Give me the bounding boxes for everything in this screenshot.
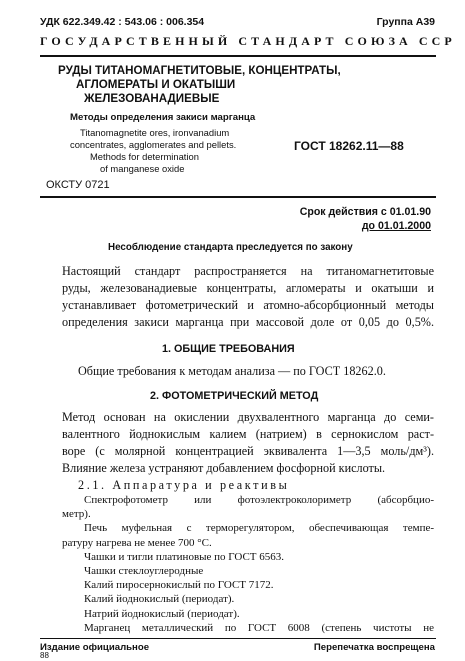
official-edition-label: Издание официальное <box>40 642 150 653</box>
state-standard-banner: ГОСУДАРСТВЕННЫЙ СТАНДАРТ СОЮЗА ССР <box>40 34 456 48</box>
group-code: Группа А39 <box>376 16 435 28</box>
law-notice: Несоблюдение стандарта преследуется по закону <box>108 242 353 253</box>
validity-to: до 01.01.2000 <box>361 220 431 232</box>
validity-from: Срок действия с 01.01.90 <box>299 206 431 218</box>
header-divider <box>40 55 436 57</box>
intro-line: определения закиси марганца при массовой доле от 0,05 до 0,5%. <box>62 315 434 329</box>
method-text-line: Влияние железа устраняют добавлением фосфорной кислоты. <box>62 461 386 475</box>
intro-line: Настоящий стандарт распространяется на титаномагнетитовые <box>62 264 434 278</box>
title-subtitle: Методы определения закиси марганца <box>70 112 256 123</box>
page-number: 88 <box>40 651 49 660</box>
section-1-heading: 1. ОБЩИЕ ТРЕБОВАНИЯ <box>162 343 295 355</box>
apparatus-item: ратуру нагрева не менее 700 °С. <box>62 536 212 549</box>
reprint-prohibited-label: Перепечатка воспрещена <box>313 642 435 653</box>
gost-number: ГОСТ 18262.11—88 <box>294 139 404 153</box>
section-2-heading: 2. ФОТОМЕТРИЧЕСКИЙ МЕТОД <box>150 390 319 402</box>
title-line-3: ЖЕЛЕЗОВАНАДИЕВЫЕ <box>84 92 220 105</box>
apparatus-item: Спектрофотометр или фотоэлектроколориметр (абсорбцио- <box>84 494 434 506</box>
okstu-code: ОКСТУ 0721 <box>46 179 110 191</box>
english-title-line-3: Methods for determination <box>90 151 199 162</box>
footer-divider <box>40 638 436 639</box>
title-divider <box>40 196 436 198</box>
english-title-line-4: of manganese oxide <box>100 163 185 174</box>
apparatus-item: Калий пиросернокислый по ГОСТ 7172. <box>84 579 274 592</box>
english-title-line-2: concentrates, agglomerates and pellets. <box>70 139 237 150</box>
intro-line: устанавливает фотометрический и атомно-абсорбционный методы <box>62 298 434 312</box>
apparatus-item: Чашки стеклоуглеродные <box>84 565 204 577</box>
method-text-line: воре (с молярной концентрацией эквивалента 1—3,5 моль/дм³). <box>62 444 434 458</box>
english-title-line-1: Titanomagnetite ores, ironvanadium <box>80 127 230 138</box>
method-text-line: Метод основан на окислении двухвалентного марганца до семи- <box>62 410 434 424</box>
method-text-line: валентного йоднокислым калием (натрием) в сернокислом раст- <box>62 427 434 441</box>
apparatus-item: Марганец металлический по ГОСТ 6008 (степень чистоты не <box>84 621 434 634</box>
title-line-1: РУДЫ ТИТАНОМАГНЕТИТОВЫЕ, КОНЦЕНТРАТЫ, <box>58 64 341 77</box>
apparatus-item: Калий йоднокислый (периодат). <box>84 593 235 606</box>
apparatus-item: метр). <box>62 508 91 521</box>
udk-code: УДК 622.349.42 : 543.06 : 006.354 <box>40 16 205 28</box>
apparatus-subheading: 2.1. Аппаратура и реактивы <box>78 478 290 492</box>
apparatus-item: Чашки и тигли платиновые по ГОСТ 6563. <box>84 550 285 563</box>
apparatus-item: Натрий йоднокислый (периодат). <box>84 607 240 620</box>
intro-line: руды, железованадиевые концентраты, агломераты и окатыши и <box>62 281 434 295</box>
section-1-text: Общие требования к методам анализа — по ГОСТ 18262.0. <box>78 364 386 378</box>
title-line-2: АГЛОМЕРАТЫ И ОКАТЫШИ <box>76 78 236 91</box>
apparatus-item: Печь муфельная с терморегулятором, обеспечивающая темпе- <box>84 522 434 535</box>
